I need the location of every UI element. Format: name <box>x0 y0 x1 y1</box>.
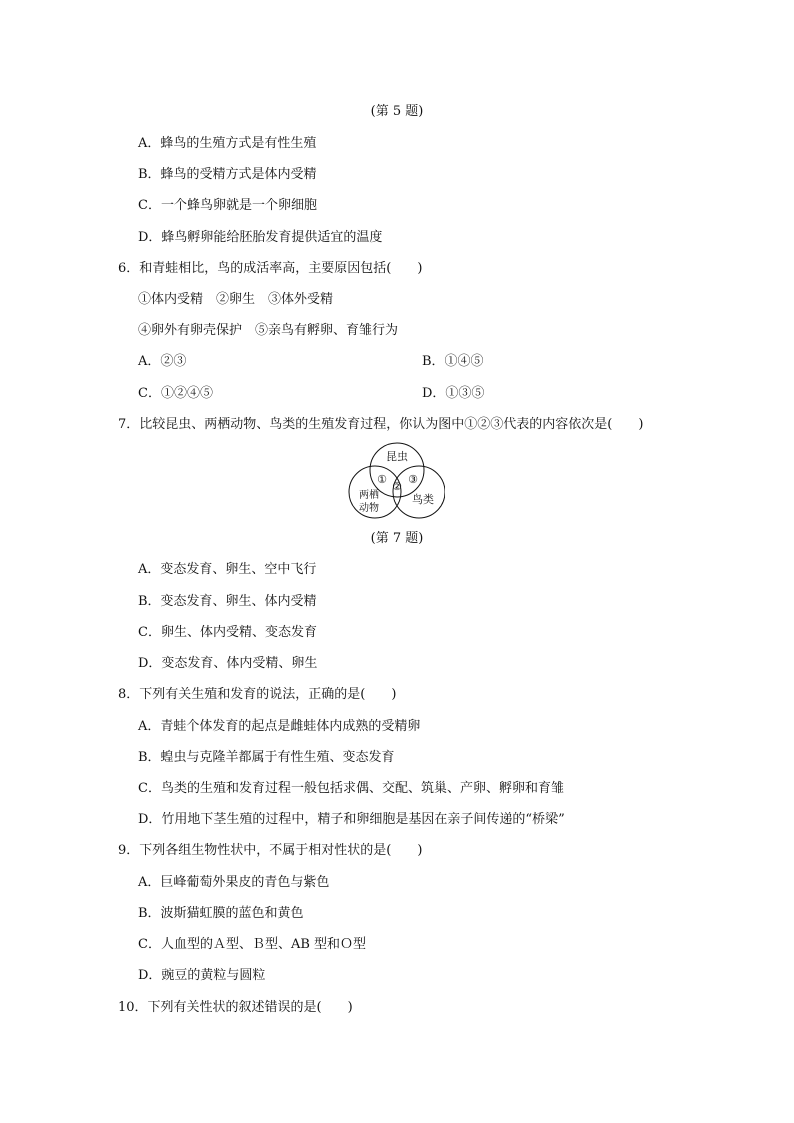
q5-option-d: D．蜂鸟孵卵能给胚胎发育提供适宜的温度 <box>138 230 383 245</box>
q8-option-b: B．蝗虫与克隆羊都属于有性生殖、变态发育 <box>138 750 395 765</box>
q8-option-a: A．青蛙个体发育的起点是雌蛙体内成熟的受精卵 <box>138 719 421 734</box>
q7-option-d: D．变态发育、体内受精、卵生 <box>138 656 318 671</box>
q8-stem: 8．下列有关生殖和发育的说法，正确的是( ) <box>118 687 397 702</box>
q10-stem: 10．下列有关性状的叙述错误的是( ) <box>118 1000 353 1015</box>
q6-stem: 6．和青蛙相比，鸟的成活率高，主要原因包括( ) <box>118 261 423 276</box>
q9-option-a: A．巨峰葡萄外果皮的青色与紫色 <box>138 875 330 890</box>
venn-label-amphibian-2: 动物 <box>359 503 379 514</box>
q6-items-line1: ①体内受精 ②卵生 ③体外受精 <box>138 292 334 307</box>
q9-option-c: C．人血型的Ａ型、Ｂ型、AB 型和Ｏ型 <box>138 937 367 952</box>
q6-option-c: C．①②④⑤ <box>138 386 213 401</box>
venn-mark-1: ① <box>377 474 387 486</box>
q7-option-b: B．变态发育、卵生、体内受精 <box>138 594 317 609</box>
q8-option-c: C．鸟类的生殖和发育过程一般包括求偶、交配、筑巢、产卵、孵卵和育雏 <box>138 781 564 796</box>
venn-mark-2: ② <box>392 481 402 493</box>
venn-label-amphibian-1: 两栖 <box>359 490 379 501</box>
q7-stem: 7．比较昆虫、两栖动物、鸟类的生殖发育过程，你认为图中①②③代表的内容依次是( ) <box>118 417 644 432</box>
venn-diagram <box>345 442 445 522</box>
q5-option-b: B．蜂鸟的受精方式是体内受精 <box>138 167 317 182</box>
figure-caption-q7: (第 7 题) <box>370 531 424 546</box>
q9-option-b: B．波斯猫虹膜的蓝色和黄色 <box>138 906 304 921</box>
venn-label-bird: 鸟类 <box>412 494 434 506</box>
q9-stem: 9．下列各组生物性状中，不属于相对性状的是( ) <box>118 843 423 858</box>
q5-option-a: A．蜂鸟的生殖方式是有性生殖 <box>138 136 317 151</box>
q6-option-b: B．①④⑤ <box>422 354 484 369</box>
q6-items-line2: ④卵外有卵壳保护 ⑤亲鸟有孵卵、育雏行为 <box>138 323 399 338</box>
q6-option-a: A．②③ <box>138 354 187 369</box>
venn-mark-3: ③ <box>408 474 418 486</box>
q9-option-d: D．豌豆的黄粒与圆粒 <box>138 968 266 983</box>
q6-option-d: D．①③⑤ <box>422 386 485 401</box>
q5-option-c: C．一个蜂鸟卵就是一个卵细胞 <box>138 198 317 213</box>
q8-option-d: D．竹用地下茎生殖的过程中，精子和卵细胞是基因在亲子间传递的“桥梁” <box>138 812 565 827</box>
venn-label-insect: 昆虫 <box>386 451 408 463</box>
q7-option-c: C．卵生、体内受精、变态发育 <box>138 625 317 640</box>
q7-option-a: A．变态发育、卵生、空中飞行 <box>138 562 317 577</box>
figure-caption-q5: (第 5 题) <box>370 104 424 119</box>
